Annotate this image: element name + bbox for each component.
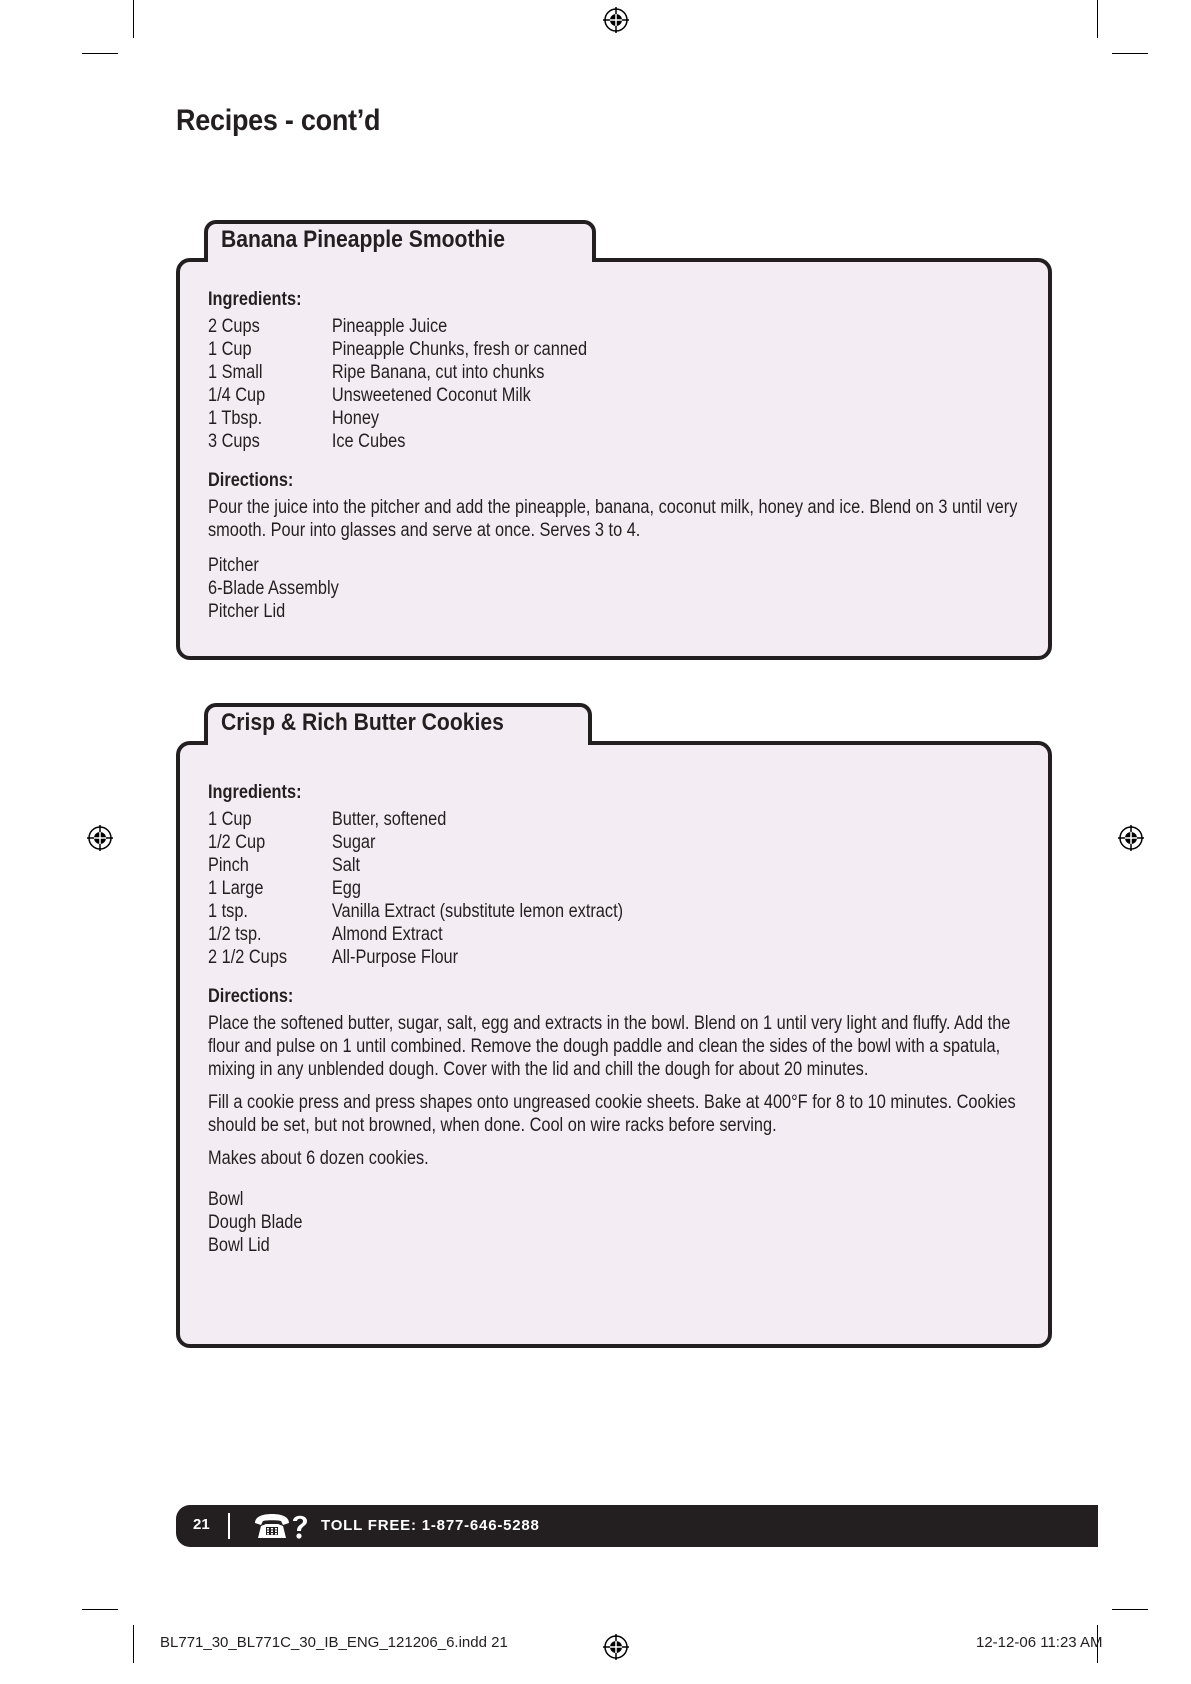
print-slug-file: BL771_30_BL771C_30_IB_ENG_121206_6.indd 21	[160, 1634, 508, 1651]
crop-mark	[1097, 0, 1098, 38]
ingredient-item: Egg	[331, 878, 361, 899]
crop-mark	[82, 1609, 118, 1610]
crop-mark	[1112, 53, 1148, 54]
footer-divider	[228, 1513, 230, 1539]
ingredient-row	[208, 361, 1018, 384]
ingredient-item: Unsweetened Coconut Milk	[331, 385, 531, 406]
crop-mark	[82, 53, 118, 54]
equipment-list	[208, 554, 1018, 623]
ingredient-item: Sugar	[331, 832, 376, 853]
ingredient-item: Ice Cubes	[331, 431, 406, 452]
ingredient-qty: 1/2 Cup	[208, 832, 266, 853]
ingredient-row	[208, 877, 1018, 900]
recipe-title: Crisp & Rich Butter Cookies	[221, 709, 504, 736]
ingredient-qty: 2 Cups	[208, 316, 260, 337]
ingredient-row	[208, 900, 1018, 923]
ingredient-qty: 1 Tbsp.	[208, 408, 263, 429]
equipment-item: Dough Blade	[208, 1212, 303, 1233]
ingredient-row	[208, 946, 1018, 969]
ingredient-row	[208, 384, 1018, 407]
directions-paragraph: Fill a cookie press and press shapes onto ungreased cookie sheets. Bake at 400°F for 8 to 10 minutes. Cookies should be set, but not browned, when done. Cool on wire racks before serving.	[208, 1092, 1016, 1136]
crop-mark	[133, 1625, 134, 1663]
directions-paragraph: Place the softened butter, sugar, salt, egg and extracts in the bowl. Blend on 1 until very light and fluffy. Add the flour and pulse on 1 until combined. Remove the dough paddle and clean the sides of the bowl with a spatula, mixing in any unblended dough. Cover with the lid and chill the dough for about 20 minutes.	[208, 1013, 1011, 1080]
equipment-item: Bowl	[208, 1189, 244, 1210]
tab-join	[208, 256, 592, 266]
recipe-title: Banana Pineapple Smoothie	[221, 226, 506, 253]
directions-label: Directions:	[208, 470, 294, 491]
ingredient-qty: 1 Cup	[208, 339, 252, 360]
ingredient-row	[208, 315, 1018, 338]
ingredient-row	[208, 854, 1018, 877]
crop-mark	[133, 0, 134, 38]
ingredient-qty: Pinch	[208, 855, 249, 876]
ingredient-item: Vanilla Extract (substitute lemon extract)	[331, 901, 624, 922]
ingredient-item: Butter, softened	[331, 809, 447, 830]
ingredient-row	[208, 430, 1018, 453]
equipment-item: Pitcher Lid	[208, 601, 286, 622]
directions-label: Directions:	[208, 986, 294, 1007]
directions-paragraph: Pour the juice into the pitcher and add the pineapple, banana, coconut milk, honey and ice. Blend on 3 until very smooth. Pour into glasses and serve at once. Serves 3 to 4.	[208, 497, 1018, 541]
equipment-item: Pitcher	[208, 555, 259, 576]
equipment-item: 6-Blade Assembly	[208, 578, 339, 599]
ingredient-row	[208, 338, 1018, 361]
ingredient-item: Pineapple Juice	[331, 316, 448, 337]
ingredients-list	[208, 315, 1018, 453]
ingredient-qty: 1/2 tsp.	[208, 924, 262, 945]
equipment-item: Bowl Lid	[208, 1235, 270, 1256]
ingredient-row	[208, 808, 1018, 831]
toll-free-number: TOLL FREE: 1-877-646-5288	[321, 1517, 540, 1534]
ingredient-item: Honey	[331, 408, 380, 429]
ingredient-qty: 1 tsp.	[208, 901, 248, 922]
ingredient-qty: 1/4 Cup	[208, 385, 266, 406]
registration-mark-icon	[1118, 825, 1144, 851]
ingredient-row	[208, 923, 1018, 946]
recipe-card-smoothie	[176, 258, 1052, 660]
ingredient-item: Pineapple Chunks, fresh or canned	[331, 339, 588, 360]
ingredient-row	[208, 407, 1018, 430]
ingredient-qty: 1 Small	[208, 362, 263, 383]
ingredient-qty: 2 1/2 Cups	[208, 947, 288, 968]
ingredient-item: Almond Extract	[331, 924, 443, 945]
phone-question-icon	[252, 1511, 310, 1541]
ingredient-qty: 1 Large	[208, 878, 264, 899]
page-title: Recipes - cont’d	[176, 104, 381, 137]
registration-mark-icon	[603, 1634, 629, 1660]
directions-paragraph: Makes about 6 dozen cookies.	[208, 1148, 429, 1169]
ingredients-label: Ingredients:	[208, 289, 302, 310]
page-number: 21	[193, 1516, 210, 1533]
registration-mark-icon	[603, 7, 629, 33]
ingredients-label: Ingredients:	[208, 782, 302, 803]
ingredient-item: Salt	[331, 855, 361, 876]
footer-bar	[176, 1505, 1098, 1547]
ingredient-row	[208, 831, 1018, 854]
ingredient-qty: 3 Cups	[208, 431, 260, 452]
ingredient-item: All-Purpose Flour	[331, 947, 459, 968]
equipment-list	[208, 1188, 1018, 1257]
recipe-card-cookies	[176, 741, 1052, 1348]
ingredient-qty: 1 Cup	[208, 809, 252, 830]
print-slug-datetime: 12-12-06 11:23 AM	[976, 1634, 1103, 1651]
ingredient-item: Ripe Banana, cut into chunks	[331, 362, 545, 383]
tab-join	[208, 739, 588, 749]
registration-mark-icon	[87, 825, 113, 851]
crop-mark	[1112, 1609, 1148, 1610]
ingredients-list	[208, 808, 1018, 969]
